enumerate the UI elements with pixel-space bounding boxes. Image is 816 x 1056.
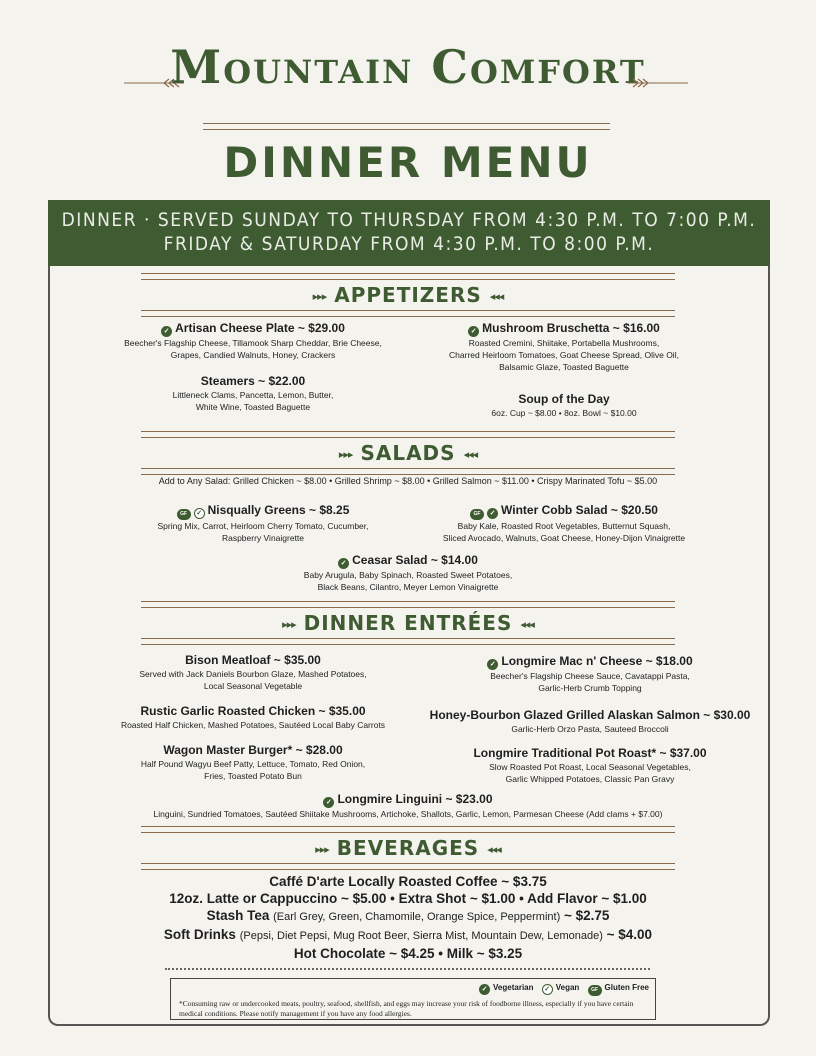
legend-vegetarian: Vegetarian [493,983,534,992]
bev-options: (Pepsi, Diet Pepsi, Mug Root Beer, Sierra Mist, Mountain Dew, Lemonade) [239,930,603,942]
item-desc: 6oz. Cup ~ $8.00 • 8oz. Bowl ~ $10.00 [491,408,637,418]
item-desc: Half Pound Wagyu Beef Patty, Lettuce, Tomato, Red Onion, [140,759,366,769]
menu-item-winter-cobb [405,503,723,544]
beverage-soft-drinks [0,926,816,945]
item-desc: Garlic-Herb Crumb Topping [538,683,642,693]
gluten-free-icon: GF [470,509,484,520]
menu-item-soup [405,392,723,419]
vegetarian-icon: ✓ [161,326,172,337]
vegetarian-icon: ✓ [487,659,498,670]
arrow-left-icon: ◂◂◂ [487,842,501,856]
dotted-divider [165,968,650,970]
item-name: Rustic Garlic Roasted Chicken ~ $35.00 [140,704,366,718]
legend-box [170,978,656,1020]
salads-section-heading [141,431,675,475]
menu-item-mushroom-bruschetta [405,321,723,373]
item-name: Ceasar Salad ~ $14.00 [352,553,478,567]
arrow-left-icon: ◂◂◂ [489,289,504,303]
hours-line-1: DINNER · SERVED SUNDAY TO THURSDAY FROM 4:30 P.M. TO 7:00 P.M. [61,209,757,231]
beverage-coffee: Caffé D'arte Locally Roasted Coffee ~ $3.75 [269,874,547,889]
arrow-left-icon: ◂◂◂ [463,447,478,461]
entrees-section-heading [141,601,675,645]
beverages-heading: BEVERAGES [336,836,480,860]
item-desc: Served with Jack Daniels Bourbon Glaze, Mashed Potatoes, [139,669,367,679]
menu-item-roasted-chicken [90,704,416,731]
wheat-right-icon [628,77,688,89]
item-desc: Baby Kale, Roasted Root Vegetables, Butternut Squash, [457,521,671,531]
gluten-free-icon: GF [588,985,602,996]
restaurant-title: Mountain Comfort [170,40,646,94]
appetizers-section-heading [141,273,675,317]
allergy-note: *Consuming raw or undercooked meats, poultry, seafood, shellfish, and eggs may increase your risk of foodborne illness, especially if you have certain medical conditions. Please notify management if you have any food allergies. [179,999,634,1018]
vegetarian-icon: ✓ [468,326,479,337]
item-desc: Balsamic Glaze, Toasted Baguette [499,362,629,372]
menu-subtitle: DINNER MENU [223,138,593,187]
beverage-list [0,873,816,962]
item-desc: Charred Heirloom Tomatoes, Goat Cheese Spread, Olive Oil, [449,350,679,360]
entrees-heading: DINNER ENTRÉES [303,611,513,635]
vegetarian-icon: ✓ [479,984,490,995]
legend-gluten-free: Gluten Free [604,983,649,992]
legend-vegan: Vegan [555,983,580,992]
item-desc: Littleneck Clams, Pancetta, Lemon, Butter, [172,390,334,400]
item-name: Longmire Mac n' Cheese ~ $18.00 [501,654,693,668]
menu-item-bison-meatloaf [95,653,411,692]
item-desc: Local Seasonal Vegetable [203,681,303,691]
item-desc: Spring Mix, Carrot, Heirloom Cherry Tomato, Cucumber, [157,521,369,531]
legend-keys [473,983,649,996]
item-desc: Beecher's Flagship Cheese Sauce, Cavatappi Pasta, [490,671,690,681]
gluten-free-icon: GF [177,509,191,520]
bev-name: Stash Tea [206,908,270,923]
arrow-right-icon: ▸▸▸ [338,447,353,461]
menu-item-mac-n-cheese [430,654,750,694]
item-desc: Roasted Half Chicken, Mashed Potatoes, Sautéed Local Baby Carrots [120,720,386,730]
item-name: Steamers ~ $22.00 [200,374,306,388]
item-name: Longmire Traditional Pot Roast* ~ $37.00 [473,746,707,760]
arrow-right-icon: ▸▸▸ [282,617,296,631]
header-divider [203,123,610,130]
vegan-icon: ✓ [542,984,553,995]
item-name: Mushroom Bruschetta ~ $16.00 [482,321,660,335]
item-name: Longmire Linguini ~ $23.00 [337,792,493,806]
bev-options: (Earl Grey, Green, Chamomile, Orange Spice, Peppermint) [273,911,561,923]
item-name: Winter Cobb Salad ~ $20.50 [501,503,658,517]
salads-heading: SALADS [360,441,456,465]
item-desc: Black Beans, Cilantro, Meyer Lemon Vinaigrette [317,582,499,592]
item-desc: Baby Arugula, Baby Spinach, Roasted Sweet Potatoes, [303,570,513,580]
beverage-tea [0,907,816,926]
item-desc: Garlic Whipped Potatoes, Classic Pan Gravy [505,774,675,784]
menu-item-nisqually-greens [105,503,421,544]
bev-name: Soft Drinks [163,927,236,942]
salad-addons: Add to Any Salad: Grilled Chicken ~ $8.00 • Grilled Shrimp ~ $8.00 • Grilled Salmon ~ $11.00 • Crispy Marinated Tofu ~ $5.00 [158,476,658,486]
vegetarian-icon: ✓ [338,558,349,569]
item-desc: Garlic-Herb Orzo Pasta, Sauteed Broccoli [511,724,669,734]
item-name: Soup of the Day [518,392,610,406]
appetizers-heading: APPETIZERS [334,283,482,307]
menu-item-pot-roast [430,746,750,785]
item-desc: Fries, Toasted Potato Bun [204,771,302,781]
item-desc: Grapes, Candied Walnuts, Honey, Crackers [170,350,336,360]
menu-item-ceasar-salad [250,553,566,593]
beverage-hot-chocolate: Hot Chocolate ~ $4.25 • Milk ~ $3.25 [293,946,523,961]
item-name: Wagon Master Burger* ~ $28.00 [163,743,343,757]
menu-item-artisan-cheese [95,321,411,361]
item-desc: Beecher's Flagship Cheese, Tillamook Sharp Cheddar, Brie Cheese, [124,338,382,348]
item-desc: Sliced Avocado, Walnuts, Goat Cheese, Honey-Dijon Vinaigrette [442,533,686,543]
vegan-icon: ✓ [194,508,205,519]
menu-item-wagon-master-burger [95,743,411,782]
item-desc: Raspberry Vinaigrette [221,533,305,543]
vegetarian-icon: ✓ [487,508,498,519]
item-desc: White Wine, Toasted Baguette [195,402,311,412]
item-name: Bison Meatloaf ~ $35.00 [185,653,321,667]
vegetarian-icon: ✓ [323,797,334,808]
item-name: Honey-Bourbon Glazed Grilled Alaskan Salmon ~ $30.00 [429,708,751,722]
item-name: Nisqually Greens ~ $8.25 [207,503,350,517]
item-desc: Slow Roasted Pot Roast, Local Seasonal Vegetables, [489,762,691,772]
item-desc: Linguini, Sundried Tomatoes, Sautéed Shiitake Mushrooms, Artichoke, Shallots, Garlic, Lemon, Parmesan Cheese (Add clams + $7.00) [153,809,663,819]
hours-line-2: FRIDAY & SATURDAY FROM 4:30 P.M. TO 8:00 P.M. [163,233,655,255]
beverage-latte: 12oz. Latte or Cappuccino ~ $5.00 • Extra Shot ~ $1.00 • Add Flavor ~ $1.00 [169,891,647,906]
bev-price: ~ $4.00 [606,927,653,942]
item-desc: Roasted Cremini, Shiitake, Portabella Mushrooms, [468,338,660,348]
item-name: Artisan Cheese Plate ~ $29.00 [175,321,345,335]
beverages-section-heading [141,826,675,870]
menu-item-longmire-linguini [98,792,718,820]
menu-item-alaskan-salmon [425,708,755,735]
arrow-right-icon: ▸▸▸ [315,842,329,856]
arrow-right-icon: ▸▸▸ [312,289,327,303]
hours-banner [48,200,770,266]
bev-price: ~ $2.75 [564,908,610,923]
arrow-left-icon: ◂◂◂ [520,617,534,631]
menu-item-steamers [95,374,411,413]
